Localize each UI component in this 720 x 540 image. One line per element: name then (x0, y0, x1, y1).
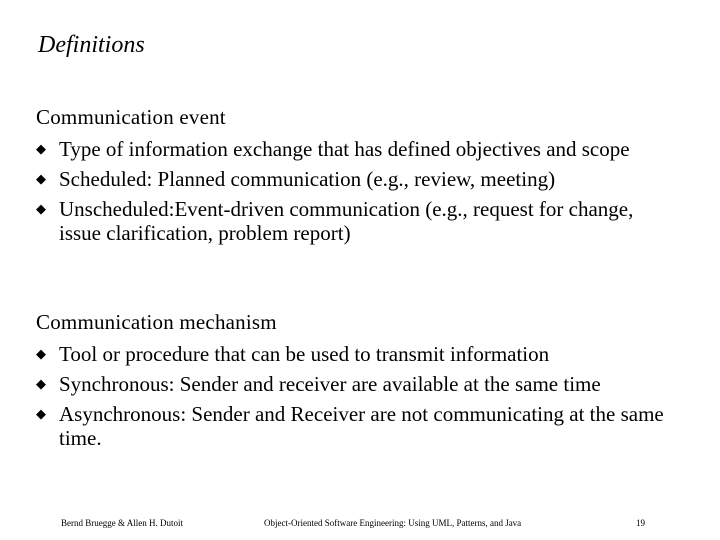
list-item (36, 197, 676, 245)
bullet-text: Type of information exchange that has defined objectives and scope (59, 137, 630, 161)
bullet-text: Synchronous: Sender and receiver are available at the same time (59, 372, 601, 396)
section-heading: Communication event (36, 105, 226, 129)
bullet-text: Asynchronous: Sender and Receiver are not communicating at the same time. (59, 402, 664, 450)
bullet-text: Unscheduled:Event-driven communication (e.g., request for change, issue clarification, problem report) (59, 197, 634, 245)
diamond-bullet-icon: ◆ (36, 376, 46, 391)
diamond-bullet-icon: ◆ (36, 406, 46, 421)
list-item (36, 167, 676, 191)
bullet-text: Scheduled: Planned communication (e.g., review, meeting) (59, 167, 556, 191)
list-item (36, 402, 676, 450)
section-heading: Communication mechanism (36, 310, 277, 334)
diamond-bullet-icon: ◆ (36, 171, 46, 186)
list-item (36, 137, 676, 161)
slide-title: Definitions (38, 32, 145, 58)
footer-book-title: Object-Oriented Software Engineering: Using UML, Patterns, and Java (264, 518, 522, 528)
diamond-bullet-icon: ◆ (36, 141, 46, 156)
diamond-bullet-icon: ◆ (36, 201, 46, 216)
list-item (36, 342, 676, 366)
footer-page-number: 19 (636, 518, 645, 528)
footer-authors: Bernd Bruegge & Allen H. Dutoit (61, 518, 183, 528)
section-communication-event (36, 103, 676, 245)
section-communication-mechanism (36, 308, 676, 450)
bullet-text: Tool or procedure that can be used to transmit information (59, 342, 550, 366)
list-item (36, 372, 676, 396)
diamond-bullet-icon: ◆ (36, 346, 46, 361)
